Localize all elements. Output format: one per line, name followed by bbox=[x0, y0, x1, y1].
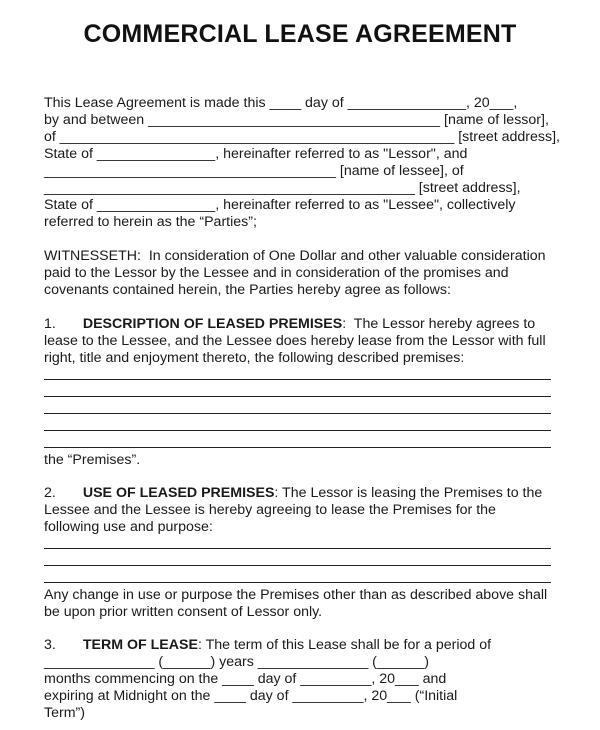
fill-in-line[interactable] bbox=[44, 396, 551, 397]
intro-line: State of _______________, hereinafter referred to as "Lessee", collectively bbox=[44, 197, 516, 213]
section-text: : The term of this Lease shall be for a period of bbox=[197, 637, 492, 653]
section-1-heading-line bbox=[44, 316, 535, 333]
section-text-line: right, title and enjoyment thereto, the following described premises: bbox=[44, 350, 465, 366]
fill-in-line[interactable] bbox=[44, 565, 551, 566]
witnesseth-line: covenants contained herein, the Parties hereby agree as follows: bbox=[44, 282, 451, 298]
section-number: 2. bbox=[44, 485, 56, 501]
section-heading: USE OF LEASED PREMISES bbox=[82, 485, 275, 501]
section-closing: Any change in use or purpose the Premises other than as described above shall bbox=[44, 587, 548, 603]
section-2-heading-line bbox=[44, 485, 542, 502]
intro-line: _______________________________________________ [street address], bbox=[44, 180, 521, 196]
section-text-line: lease to the Lessee, and the Lessee does hereby lease from the Lessor with full bbox=[44, 333, 546, 349]
section-text-line: expiring at Midnight on the ____ day of _________, 20___ (“Initial bbox=[44, 688, 458, 704]
section-number: 3. bbox=[44, 637, 56, 653]
witnesseth-line: paid to the Lessor by the Lessee and in consideration of the promises and bbox=[44, 265, 509, 281]
document-title: COMMERCIAL LEASE AGREEMENT bbox=[83, 20, 517, 48]
witnesseth-line: WITNESSETH: In consideration of One Dollar and other valuable consideration bbox=[44, 248, 546, 264]
fill-in-line[interactable] bbox=[44, 430, 551, 431]
section-heading: TERM OF LEASE bbox=[82, 637, 198, 653]
section-closing: the “Premises”. bbox=[44, 452, 141, 468]
section-text-line: Term”) bbox=[44, 705, 85, 721]
intro-line: by and between _____________________________________ [name of lessor], bbox=[44, 112, 549, 128]
fill-in-line[interactable] bbox=[44, 379, 551, 380]
section-text: : The Lessor is leasing the Premises to the bbox=[274, 485, 543, 501]
section-3-heading-line bbox=[44, 637, 491, 654]
section-text-line: Lessee and the Lessee is hereby agreeing to lease the Premises for the bbox=[44, 502, 496, 518]
fill-in-line[interactable] bbox=[44, 447, 551, 448]
intro-line: referred to herein as the “Parties”; bbox=[44, 214, 257, 230]
fill-in-line[interactable] bbox=[44, 413, 551, 414]
section-closing: be upon prior written consent of Lessor only. bbox=[44, 604, 323, 620]
section-text: : The Lessor hereby agrees to bbox=[342, 316, 536, 332]
fill-in-line[interactable] bbox=[44, 548, 551, 549]
fill-in-line[interactable] bbox=[44, 582, 551, 583]
section-number: 1. bbox=[44, 316, 56, 332]
intro-line: _____________________________________ [name of lessee], of bbox=[44, 163, 464, 179]
intro-line: State of _______________, hereinafter referred to as "Lessor", and bbox=[44, 146, 468, 162]
section-text-line: following use and purpose: bbox=[44, 519, 213, 535]
intro-line: This Lease Agreement is made this ____ day of _______________, 20___, bbox=[44, 95, 518, 111]
intro-line: of __________________________________________________ [street address], bbox=[44, 129, 560, 145]
section-text-line: ______________ (______) years ______________ (______) bbox=[44, 654, 429, 670]
section-heading: DESCRIPTION OF LEASED PREMISES bbox=[82, 316, 343, 332]
section-text-line: months commencing on the ____ day of _________, 20___ and bbox=[44, 671, 447, 687]
